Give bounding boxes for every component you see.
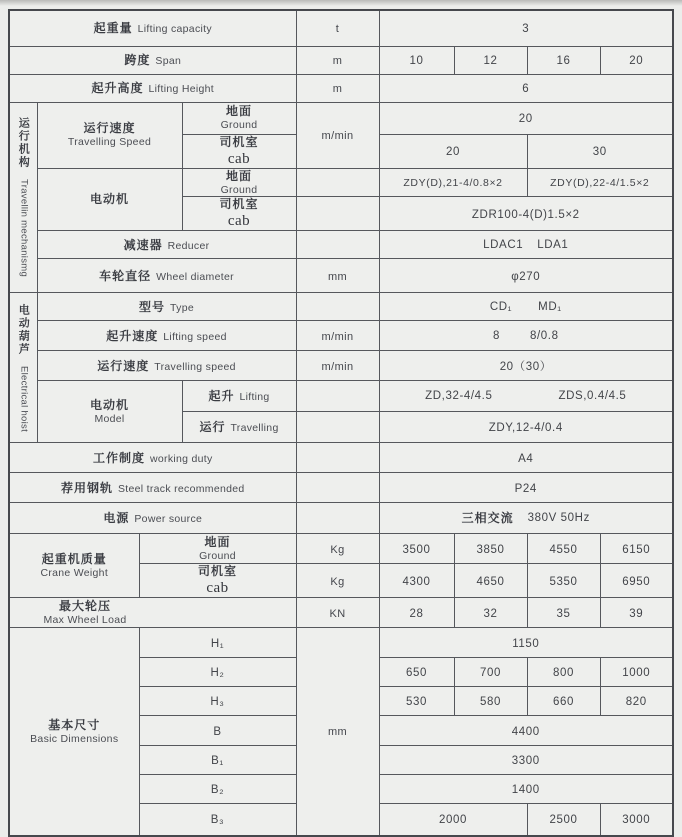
travelling-speed-cab-value-2-text: 30 (592, 146, 607, 158)
section-travelling-mechanism-zh: 运行机构 (17, 117, 30, 170)
hoist-motor-travelling-unit-empty (296, 412, 379, 443)
span-label-zh: 跨度 (124, 53, 151, 67)
cab-sublabel-zh: 司机室 (219, 134, 259, 149)
hoist-travelling-speed-label-zh: 运行速度 (97, 358, 150, 373)
wheel-diameter-value-text: φ270 (511, 270, 541, 283)
dimensions-label-zh: 基本尺寸 (48, 717, 101, 732)
hoist-type-value-1: CD₁ (489, 300, 513, 313)
hoist-motor-lifting-sublabel (182, 381, 296, 412)
section-travelling-mechanism-en: Travellin mechanismg (18, 179, 30, 278)
span-value-3-text: 16 (556, 55, 571, 67)
crane-weight-label-en: Crane Weight (40, 566, 109, 579)
hoist-lifting-speed-value (379, 321, 673, 351)
dimension-b-name-text: B (213, 725, 222, 738)
working-duty-label-en: working duty (150, 452, 213, 465)
ground-sublabel-en: Ground (199, 549, 236, 562)
lifting-capacity-value-text: 3 (522, 23, 530, 36)
lifting-height-label-en: Lifting Height (148, 83, 215, 95)
section-travelling-mechanism-label (15, 117, 31, 277)
travelling-speed-ground-sublabel (182, 102, 296, 134)
hoist-type-unit-empty (296, 293, 379, 321)
hoist-travelling-speed-value (379, 351, 673, 381)
max-wheel-load-value-2 (454, 598, 527, 628)
hoist-type-label (37, 293, 296, 321)
max-wheel-load-value-4 (600, 598, 673, 628)
dimensions-unit (296, 628, 379, 836)
travelling-speed-cab-value-2 (527, 134, 673, 168)
crane-spec-table (8, 9, 674, 837)
hoist-motor-travelling-sublabel-zh: 运行 (199, 420, 226, 435)
crane-weight-cab-sublabel (139, 564, 296, 598)
motor-mech-cab-sublabel (182, 197, 296, 231)
span-label (9, 46, 296, 74)
dimension-h2-value-3-text: 800 (553, 667, 575, 680)
hoist-lifting-speed-label-en: Lifting speed (163, 330, 227, 343)
hoist-lifting-speed-label-zh: 起升速度 (106, 328, 159, 343)
hoist-motor-lifting-unit-empty (296, 381, 379, 412)
dimension-h2-value-4-text: 1000 (622, 667, 651, 680)
hoist-motor-travelling-value (379, 412, 673, 443)
dimension-b3-value-1-text: 2000 (439, 814, 468, 827)
lifting-height-unit-text: m (332, 83, 343, 95)
reducer-value-1: LDAC1 (483, 238, 524, 251)
dimension-b-value-text: 4400 (511, 725, 540, 738)
steel-track-value-text: P24 (514, 482, 537, 495)
ground-sublabel-en: Ground (220, 119, 258, 132)
dimensions-label-en: Basic Dimensions (30, 732, 119, 745)
hoist-motor-travelling-sublabel (182, 412, 296, 443)
steel-track-label-en: Steel track recommended (118, 482, 245, 495)
span-label-en: Span (155, 55, 182, 67)
travelling-speed-ground-value (379, 102, 673, 134)
hoist-motor-travelling-value-text: ZDY,12-4/0.4 (488, 422, 563, 435)
dimension-b-name (139, 716, 296, 746)
row-crane-weight-ground (9, 534, 673, 564)
dimension-b1-value-text: 3300 (511, 755, 540, 768)
dimension-b2-name (139, 775, 296, 804)
dimension-h3-value-4 (600, 687, 673, 716)
lifting-capacity-label (9, 10, 296, 46)
lifting-capacity-unit (296, 10, 379, 46)
hoist-type-label-zh: 型号 (139, 299, 166, 314)
travelling-speed-unit (296, 102, 379, 168)
cab-sublabel-en: cab (206, 580, 229, 597)
crane-weight-ground-value-1-text: 3500 (402, 543, 431, 556)
span-value-2-text: 12 (483, 55, 498, 67)
row-reducer (9, 231, 673, 259)
hoist-type-value (379, 293, 673, 321)
crane-weight-ground-value-4-text: 6150 (622, 543, 651, 556)
hoist-lifting-speed-unit-text: m/min (321, 330, 354, 343)
dimensions-label (9, 628, 139, 836)
dimension-h2-value-2-text: 700 (480, 667, 502, 680)
wheel-diameter-label-en: Wheel diameter (156, 270, 234, 283)
crane-weight-ground-value-2 (454, 534, 527, 564)
ground-sublabel-en: Ground (220, 183, 258, 196)
motor-mech-ground-value-1-text: ZDY(D),21-4/0.8×2 (403, 177, 503, 190)
max-wheel-load-value-4-text: 39 (629, 607, 644, 620)
reducer-value-2: LDA1 (537, 238, 569, 251)
section-electrical-hoist-label (15, 304, 31, 432)
steel-track-unit-empty (296, 473, 379, 503)
dimension-b1-value (379, 746, 673, 775)
lifting-height-value-text: 6 (522, 83, 530, 95)
crane-weight-label (9, 534, 139, 598)
dimension-b2-value-text: 1400 (511, 784, 540, 797)
hoist-motor-lifting-sublabel-zh: 起升 (208, 389, 235, 404)
dimension-h1-name (139, 628, 296, 658)
span-unit-text: m (332, 55, 343, 67)
max-wheel-load-unit-text: KN (329, 607, 346, 620)
wheel-diameter-value (379, 259, 673, 293)
dimension-h2-value-4 (600, 658, 673, 687)
motor-mech-ground-value-2-text: ZDY(D),22-4/1.5×2 (550, 177, 650, 190)
power-source-value-en: 380V 50Hz (527, 512, 590, 525)
crane-weight-ground-value-1 (379, 534, 454, 564)
reducer-label-zh: 减速器 (123, 237, 163, 252)
reducer-label-en: Reducer (167, 239, 210, 252)
dimension-h1-value (379, 628, 673, 658)
cab-sublabel-zh: 司机室 (198, 564, 238, 579)
dimension-h3-name (139, 687, 296, 716)
hoist-motor-label-zh: 电动机 (89, 397, 129, 412)
hoist-motor-lifting-sublabel-en: Lifting (239, 391, 270, 404)
hoist-type-value-2: MD₁ (538, 300, 562, 313)
hoist-motor-label (37, 381, 182, 443)
power-source-value (379, 503, 673, 534)
section-travelling-mechanism (9, 102, 37, 293)
motor-mech-cab-value-text: ZDR100-4(D)1.5×2 (471, 208, 580, 221)
crane-weight-cab-value-4 (600, 564, 673, 598)
working-duty-value (379, 443, 673, 473)
ground-sublabel-zh: 地面 (226, 104, 253, 119)
hoist-type-label-en: Type (170, 301, 194, 314)
crane-weight-ground-value-4 (600, 534, 673, 564)
crane-weight-cab-value-1 (379, 564, 454, 598)
row-power-source (9, 503, 673, 534)
cab-sublabel-en: cab (227, 150, 251, 167)
power-source-label-zh: 电源 (103, 511, 130, 526)
max-wheel-load-value-3-text: 35 (556, 607, 571, 620)
lifting-capacity-unit-text: t (335, 23, 340, 36)
section-electrical-hoist (9, 293, 37, 443)
span-value-3 (527, 46, 600, 74)
wheel-diameter-unit (296, 259, 379, 293)
dimension-h2-value-3 (527, 658, 600, 687)
crane-weight-ground-value-3-text: 4550 (549, 543, 578, 556)
max-wheel-load-value-3 (527, 598, 600, 628)
row-hoist-lifting-speed (9, 321, 673, 351)
section-electrical-hoist-en: Electrical hoist (18, 365, 30, 432)
wheel-diameter-unit-text: mm (327, 270, 348, 283)
dimension-b3-value-2 (527, 804, 600, 836)
lifting-height-unit (296, 74, 379, 102)
steel-track-label-zh: 荐用钢轨 (60, 480, 113, 495)
max-wheel-load-label-en: Max Wheel Load (43, 613, 127, 626)
row-wheel-diameter (9, 259, 673, 293)
motor-mech-cab-value (379, 197, 673, 231)
crane-weight-cab-value-3 (527, 564, 600, 598)
section-electrical-hoist-zh: 电动葫芦 (17, 303, 30, 356)
hoist-motor-lifting-value (379, 381, 673, 412)
row-max-wheel-load (9, 598, 673, 628)
hoist-travelling-speed-label-en: Travelling speed (154, 360, 236, 373)
dimension-h3-value-3-text: 660 (553, 696, 575, 709)
span-value-4-text: 20 (629, 55, 644, 67)
crane-weight-cab-value-2 (454, 564, 527, 598)
dimension-h2-value-1 (379, 658, 454, 687)
travelling-speed-label (37, 102, 182, 168)
span-unit (296, 46, 379, 74)
travelling-speed-ground-value-text: 20 (518, 113, 533, 125)
crane-weight-cab-unit (296, 564, 379, 598)
dimension-b3-value-1 (379, 804, 527, 836)
dimensions-unit-text: mm (327, 726, 348, 739)
hoist-motor-travelling-sublabel-en: Travelling (230, 422, 279, 435)
dimension-b1-name (139, 746, 296, 775)
dimension-h2-value-2 (454, 658, 527, 687)
max-wheel-load-value-1-text: 28 (409, 607, 424, 620)
row-working-duty (9, 443, 673, 473)
max-wheel-load-unit (296, 598, 379, 628)
crane-weight-ground-value-3 (527, 534, 600, 564)
crane-weight-cab-unit-text: Kg (330, 575, 345, 588)
lifting-height-label-zh: 起升高度 (91, 81, 144, 95)
cab-sublabel-zh: 司机室 (219, 197, 259, 212)
lifting-capacity-label-zh: 起重量 (93, 21, 133, 36)
dimension-b1-name-text: B₁ (211, 755, 224, 768)
max-wheel-load-label (9, 598, 296, 628)
dimension-b3-name-text: B₃ (210, 814, 225, 827)
travelling-speed-cab-value-1-text: 20 (446, 146, 461, 158)
lifting-capacity-value (379, 10, 673, 46)
crane-weight-cab-value-4-text: 6950 (622, 575, 651, 588)
travelling-speed-label-en: Travelling Speed (67, 136, 152, 149)
dimension-b3-value-3-text: 3000 (622, 814, 651, 827)
power-source-value-zh: 三相交流 (461, 510, 514, 525)
dimension-b-value (379, 716, 673, 746)
lifting-height-label (9, 74, 296, 102)
working-duty-label (9, 443, 296, 473)
row-hoist-motor-lifting (9, 381, 673, 412)
row-hoist-type (9, 293, 673, 321)
crane-weight-cab-value-3-text: 5350 (549, 575, 578, 588)
dimension-h1-value-text: 1150 (512, 637, 540, 650)
row-lifting-capacity (9, 10, 673, 46)
crane-weight-label-zh: 起重机质量 (41, 551, 107, 566)
reducer-label (37, 231, 296, 259)
working-duty-value-text: A4 (518, 452, 534, 465)
row-steel-track (9, 473, 673, 503)
crane-weight-cab-value-1-text: 4300 (402, 575, 431, 588)
wheel-diameter-label (37, 259, 296, 293)
hoist-lifting-speed-value-1: 8 (492, 329, 500, 342)
motor-mech-label-zh: 电动机 (89, 192, 129, 207)
cab-sublabel-en: cab (227, 213, 251, 230)
power-source-label-en: Power source (134, 513, 203, 526)
dimension-h3-value-1 (379, 687, 454, 716)
motor-mech-cab-unit-empty (296, 197, 379, 231)
hoist-travelling-speed-unit (296, 351, 379, 381)
dimension-h3-value-1-text: 530 (406, 696, 428, 709)
travelling-speed-cab-sublabel (182, 134, 296, 168)
working-duty-unit-empty (296, 443, 379, 473)
crane-weight-ground-value-2-text: 3850 (476, 543, 505, 556)
dimension-h2-name-text: H₂ (210, 667, 225, 680)
max-wheel-load-value-2-text: 32 (483, 607, 498, 620)
dimension-b3-value-3 (600, 804, 673, 836)
row-travelling-speed-ground (9, 102, 673, 134)
travelling-speed-unit-text: m/min (321, 130, 354, 142)
crane-weight-ground-unit-text: Kg (330, 543, 345, 556)
dimension-b3-name (139, 804, 296, 836)
span-value-1-text: 10 (409, 55, 424, 67)
hoist-motor-lifting-value-2: ZDS,0.4/4.5 (558, 390, 627, 403)
span-value-4 (600, 46, 673, 74)
dimension-h3-value-2 (454, 687, 527, 716)
motor-mech-label (37, 168, 182, 231)
dimension-b3-value-2-text: 2500 (549, 814, 578, 827)
row-motor-mech-ground (9, 168, 673, 197)
hoist-travelling-speed-unit-text: m/min (321, 360, 354, 373)
hoist-motor-label-en: Model (94, 412, 125, 425)
steel-track-value (379, 473, 673, 503)
wheel-diameter-label-zh: 车轮直径 (99, 268, 152, 283)
row-hoist-travelling-speed (9, 351, 673, 381)
dimension-h3-value-2-text: 580 (480, 696, 502, 709)
lifting-height-value (379, 74, 673, 102)
row-lifting-height (9, 74, 673, 102)
row-dimension-h1 (9, 628, 673, 658)
ground-sublabel-zh: 地面 (226, 168, 253, 183)
span-value-1 (379, 46, 454, 74)
dimension-h1-name-text: H₁ (210, 637, 225, 650)
working-duty-label-zh: 工作制度 (92, 450, 145, 465)
hoist-motor-lifting-value-1: ZD,32-4/4.5 (425, 390, 493, 403)
ground-sublabel-zh: 地面 (204, 534, 231, 549)
dimension-b2-value (379, 775, 673, 804)
dimension-b2-name-text: B₂ (210, 784, 225, 797)
max-wheel-load-label-zh: 最大轮压 (58, 598, 111, 613)
max-wheel-load-value-1 (379, 598, 454, 628)
span-value-2 (454, 46, 527, 74)
dimension-h2-value-1-text: 650 (406, 667, 428, 680)
power-source-label (9, 503, 296, 534)
reducer-unit-empty (296, 231, 379, 259)
hoist-travelling-speed-value-text: 20（30） (499, 360, 552, 373)
travelling-speed-label-zh: 运行速度 (83, 121, 136, 136)
travelling-speed-cab-value-1 (379, 134, 527, 168)
crane-weight-cab-value-2-text: 4650 (476, 575, 505, 588)
hoist-lifting-speed-unit (296, 321, 379, 351)
dimension-h3-name-text: H₃ (210, 696, 225, 709)
dimension-h3-value-4-text: 820 (625, 696, 647, 709)
crane-weight-ground-unit (296, 534, 379, 564)
dimension-h2-name (139, 658, 296, 687)
power-source-unit-empty (296, 503, 379, 534)
motor-mech-ground-value-2 (527, 168, 673, 197)
motor-mech-ground-unit-empty (296, 168, 379, 197)
motor-mech-ground-value-1 (379, 168, 527, 197)
hoist-lifting-speed-value-2: 8/0.8 (529, 329, 559, 342)
steel-track-label (9, 473, 296, 503)
hoist-lifting-speed-label (37, 321, 296, 351)
row-span (9, 46, 673, 74)
dimension-h3-value-3 (527, 687, 600, 716)
reducer-value (379, 231, 673, 259)
lifting-capacity-label-en: Lifting capacity (137, 23, 212, 36)
hoist-travelling-speed-label (37, 351, 296, 381)
motor-mech-ground-sublabel (182, 168, 296, 197)
crane-weight-ground-sublabel (139, 534, 296, 564)
